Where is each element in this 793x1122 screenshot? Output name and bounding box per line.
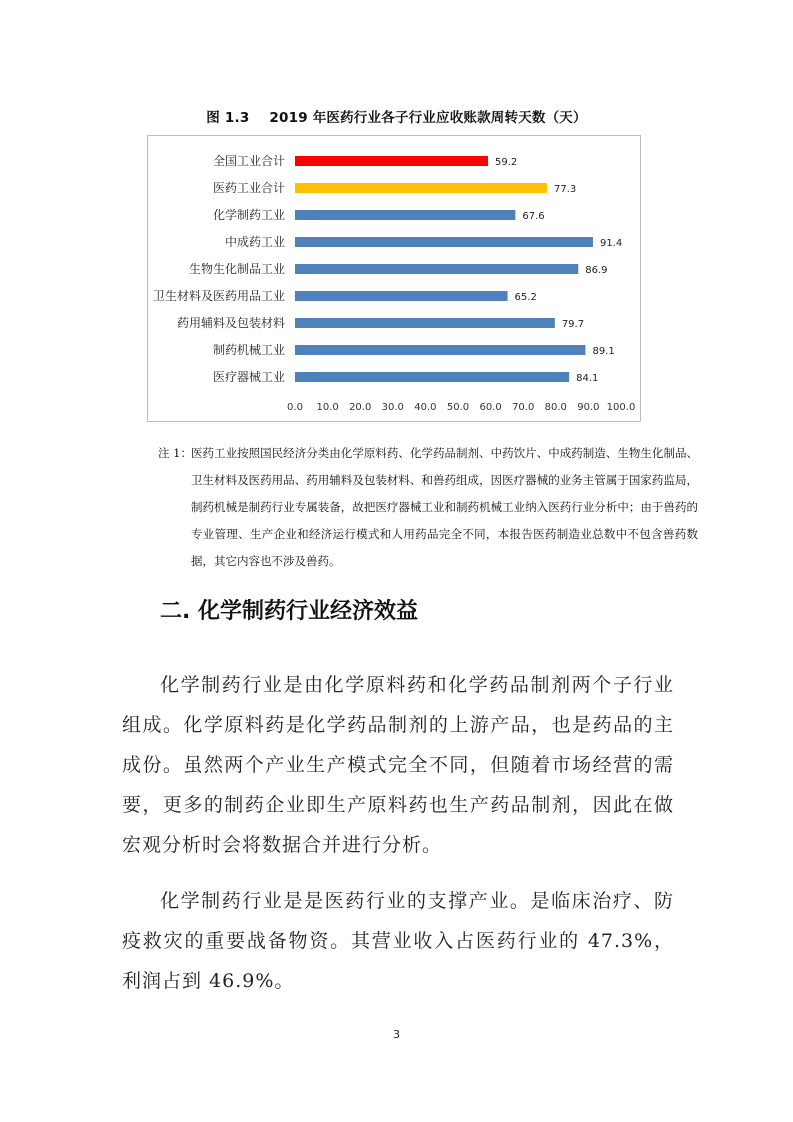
value-label: 59.2 <box>494 157 518 168</box>
category-label: 卫生材料及医药用品工业 <box>152 289 285 303</box>
bar <box>295 264 578 274</box>
category-label: 生物生化制品工业 <box>188 262 285 276</box>
footnote-text: 医药工业按照国民经济分类由化学原料药、化学药品制剂、中药饮片、中成药制造、生物生化制品、卫生材料及医药用品、药用辅料及包装材料、和兽药组成，因医疗器械的业务主管属于国家药监局，制药机械是制药行业专属装备，故把医疗器械工业和制药机械工业纳入医药行业分析中；由于兽药的专业管理、生产企业和经济运行模式和人用药品完全不同，本报告医药制造业总数中不包含兽药数据，其它内容也不涉及兽药。 <box>191 446 698 568</box>
bar <box>295 183 547 193</box>
x-tick-label: 80.0 <box>544 402 567 413</box>
category-label: 医药工业合计 <box>212 181 285 195</box>
value-label: 86.9 <box>585 265 608 276</box>
category-label: 药用辅料及包装材料 <box>176 316 285 330</box>
value-label: 77.3 <box>553 184 577 195</box>
x-tick-label: 10.0 <box>316 402 339 413</box>
bar <box>295 291 508 301</box>
x-tick-label: 20.0 <box>349 402 372 413</box>
category-label: 医疗器械工业 <box>212 370 285 384</box>
bar <box>295 318 555 328</box>
x-tick-label: 50.0 <box>446 402 470 413</box>
value-label: 79.7 <box>561 319 585 330</box>
figure-caption <box>0 106 793 126</box>
x-tick-label: 40.0 <box>414 402 437 413</box>
figure-number: 图 1.3 <box>206 110 250 126</box>
bar <box>295 372 569 382</box>
footnote <box>158 440 698 575</box>
value-label: 65.2 <box>514 292 537 303</box>
x-tick-label: 0.0 <box>287 402 303 413</box>
category-label: 全国工业合计 <box>212 154 285 168</box>
bar <box>295 156 488 166</box>
category-label: 化学制药工业 <box>212 208 285 222</box>
section-heading: 二. 化学制药行业经济效益 <box>160 599 419 624</box>
value-label: 67.6 <box>522 211 545 222</box>
bar <box>295 237 593 247</box>
value-label: 91.4 <box>599 238 623 249</box>
x-tick-label: 70.0 <box>512 402 535 413</box>
category-label: 制药机械工业 <box>212 343 285 357</box>
footnote-marker: 注 1： <box>158 446 192 460</box>
x-tick-label: 30.0 <box>381 402 404 413</box>
x-tick-label: 60.0 <box>479 402 502 413</box>
body-paragraph-1: 化学制药行业是由化学原料药和化学药品制剂两个子行业组成。化学原料药是化学药品制剂的上游产品，也是药品的主成份。虽然两个产业生产模式完全不同，但随着市场经营的需要，更多的制药企业即生产原料药也生产药品制剂，因此在做宏观分析时会将数据合并进行分析。 <box>122 674 674 856</box>
x-tick-label: 100.0 <box>606 402 636 413</box>
chart-canvas <box>148 136 640 421</box>
figure-title: 2019 年医药行业各子行业应收账款周转天数（天） <box>269 110 587 126</box>
bar-chart <box>147 135 641 422</box>
x-tick-label: 90.0 <box>577 402 600 413</box>
bar <box>295 345 585 355</box>
body-paragraph-2: 化学制药行业是是医药行业的支撑产业。是临床治疗、防疫救灾的重要战备物资。其营业收入占医药行业的 47.3%，利润占到 46.9%。 <box>122 890 674 992</box>
value-label: 84.1 <box>576 373 599 384</box>
page-number: 3 <box>393 1028 400 1041</box>
bar <box>295 210 515 220</box>
category-label: 中成药工业 <box>224 235 285 249</box>
value-label: 89.1 <box>592 346 615 357</box>
